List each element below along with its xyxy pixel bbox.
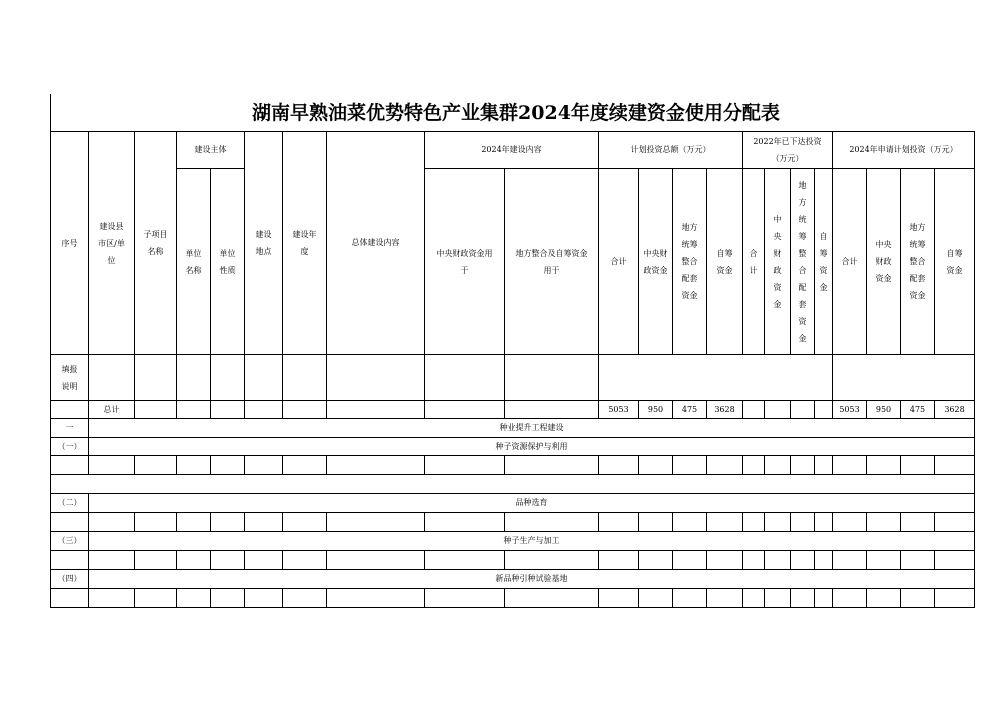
header-year: 建设年 度 xyxy=(283,132,327,355)
section-number: （三） xyxy=(51,532,89,551)
blank-row xyxy=(51,513,975,532)
section-label: 种子资源保护与利用 xyxy=(89,438,975,456)
total-plan-self: 3628 xyxy=(707,401,743,419)
total-row xyxy=(51,401,975,419)
section-number: 一 xyxy=(51,419,89,438)
allocation-table-frame xyxy=(50,94,982,592)
section-row xyxy=(51,494,975,513)
header-issued-self: 自 筹 资 金 xyxy=(815,169,833,355)
section-row xyxy=(51,532,975,551)
header-subject: 建设主体 xyxy=(177,132,245,169)
allocation-table xyxy=(50,131,975,608)
header-issued-central: 中 央 财 政 资 金 xyxy=(765,169,791,355)
header-apply-self: 自筹 资金 xyxy=(935,169,975,355)
header-local-use: 地方整合及自筹资金 用于 xyxy=(505,169,599,355)
header-apply-local: 地方 统筹 整合 配套 资金 xyxy=(901,169,935,355)
section-number: （一） xyxy=(51,438,89,456)
header-overall: 总体建设内容 xyxy=(327,132,425,355)
header-subitem: 子项目 名称 xyxy=(135,132,177,355)
total-plan-central: 950 xyxy=(639,401,673,419)
header-row-1 xyxy=(51,132,975,169)
total-plan-local: 475 xyxy=(673,401,707,419)
section-label: 品种选育 xyxy=(89,494,975,513)
header-seq: 序号 xyxy=(51,132,89,355)
header-location: 建设 地点 xyxy=(245,132,283,355)
section-row xyxy=(51,419,975,438)
total-apply-sum: 5053 xyxy=(833,401,867,419)
header-row-2 xyxy=(51,169,975,355)
header-apply-sum: 合计 xyxy=(833,169,867,355)
section-label: 新品种引种试验基地 xyxy=(89,570,975,589)
blank-row xyxy=(51,475,975,494)
total-apply-self: 3628 xyxy=(935,401,975,419)
header-issued-local: 地 方 统 筹 整 合 配 套 资 金 xyxy=(791,169,815,355)
header-plan-self: 自筹 资金 xyxy=(707,169,743,355)
note-label: 填报 说明 xyxy=(51,355,89,401)
header-apply-2024: 2024年申请计划投资（万元） xyxy=(833,132,975,169)
blank-row xyxy=(51,589,975,608)
header-plan-local: 地方 统筹 整合 配套 资金 xyxy=(673,169,707,355)
note-row xyxy=(51,355,975,401)
blank-row xyxy=(51,456,975,475)
total-label: 总计 xyxy=(89,401,135,419)
section-number: （四） xyxy=(51,570,89,589)
total-apply-local: 475 xyxy=(901,401,935,419)
header-issued-2022: 2022年已下达投资 （万元） xyxy=(743,132,833,169)
header-central-use: 中央财政资金用 于 xyxy=(425,169,505,355)
header-content-2024: 2024年建设内容 xyxy=(425,132,599,169)
header-apply-central: 中央 财政 资金 xyxy=(867,169,901,355)
section-number: （二） xyxy=(51,494,89,513)
total-plan-sum: 5053 xyxy=(599,401,639,419)
header-plan-sum: 合计 xyxy=(599,169,639,355)
section-row xyxy=(51,570,975,589)
total-apply-central: 950 xyxy=(867,401,901,419)
header-county: 建设县 市区/单 位 xyxy=(89,132,135,355)
header-plan-central: 中央财 政资金 xyxy=(639,169,673,355)
blank-row xyxy=(51,551,975,570)
section-row xyxy=(51,438,975,456)
header-unit-name: 单位 名称 xyxy=(177,169,211,355)
page-title: 湖南早熟油菜优势特色产业集群2024年度续建资金使用分配表 xyxy=(252,102,780,124)
header-issued-sum: 合 计 xyxy=(743,169,765,355)
header-unit-type: 单位 性质 xyxy=(211,169,245,355)
section-label: 种子生产与加工 xyxy=(89,532,975,551)
section-label: 种业提升工程建设 xyxy=(89,419,975,438)
header-plan-total: 计划投资总额（万元） xyxy=(599,132,743,169)
